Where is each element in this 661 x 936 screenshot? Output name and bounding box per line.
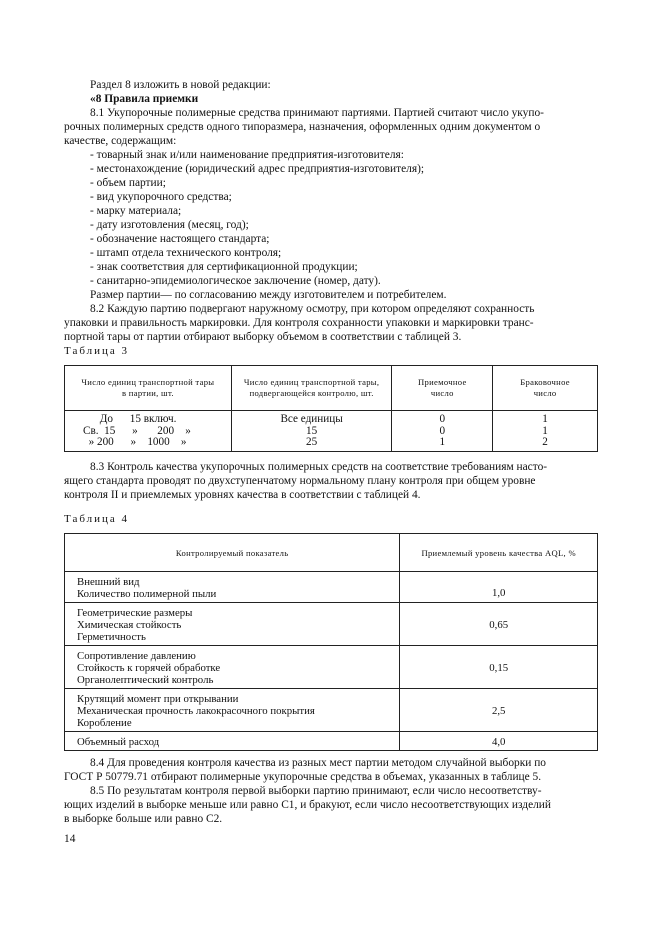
p85-line-2: ющих изделий в выборке меньше или равно С1, и бракуют, если число несоответствующих изделий (64, 799, 551, 811)
table3-header-cell: Приемочное число (392, 366, 493, 411)
section-heading: «8 Правила приемки (90, 93, 199, 105)
table3-header-cell: Браковочное число (493, 366, 598, 411)
p82-line-2: упаковки и правильность маркировки. Для контроля сохранности упаковки и маркировки транс- (64, 317, 534, 329)
intro-line: Раздел 8 изложить в новой редакции: (90, 79, 271, 91)
table-row (65, 646, 598, 689)
table4-aql-cell: 2,5 (400, 689, 598, 732)
table3-header-cell: Число единиц транспортной тары в партии, шт. (65, 366, 232, 411)
p84-line-1: 8.4 Для проведения контроля качества из разных мест партии методом случайной выборки по (90, 757, 546, 769)
table4-aql-cell: 4,0 (400, 732, 598, 751)
table4-header-cell: Контролируемый показатель (65, 534, 400, 572)
list-item: - дату изготовления (месяц, год); (90, 219, 249, 231)
list-item: - объем партии; (90, 177, 166, 189)
table4-indicator-cell: Объемный расход (65, 732, 400, 751)
p82-line-1: 8.2 Каждую партию подвергают наружному осмотру, при котором определяют сохранность (90, 303, 535, 315)
table-row (65, 572, 598, 603)
table3 (64, 365, 598, 452)
p85-line-1: 8.5 По результатам контроля первой выборки партию принимают, если число несоответству- (90, 785, 542, 797)
list-item: - знак соответствия для сертификационной продукции; (90, 261, 358, 273)
p83-line-3: контроля II и приемлемых уровнях качества в соответствии с таблицей 4. (64, 489, 421, 501)
table4-header-cell: Приемлемый уровень качества AQL, % (400, 534, 598, 572)
p84-line-2: ГОСТ Р 50779.71 отбирают полимерные укупорочные средства в объемах, указанных в таблице 5. (64, 771, 542, 783)
table4-aql-cell: 0,65 (400, 603, 598, 646)
table4 (64, 533, 598, 751)
table3-sample-size-cell: Все единицы 15 25 (231, 411, 392, 452)
list-item: - местонахождение (юридический адрес предприятия-изготовителя); (90, 163, 425, 175)
p82-line-3: портной тары от партии отбирают выборку объемом в соответствии с таблицей 3. (64, 331, 462, 343)
table4-caption: Таблица 4 (64, 513, 130, 525)
table4-aql-cell: 0,15 (400, 646, 598, 689)
table-row (65, 411, 598, 452)
list-item: - марку материала; (90, 205, 182, 217)
table3-accept-cell: 0 0 1 (392, 411, 493, 452)
table4-aql-cell: 1,0 (400, 572, 598, 603)
p83-line-2: ящего стандарта проводят по двухступенчатому нормальному плану контроля при общем уровне (64, 475, 536, 487)
list-item: - штамп отдела технического контроля; (90, 247, 282, 259)
table-row (65, 603, 598, 646)
p81-line-1: 8.1 Укупорочные полимерные средства принимают партиями. Партией считают число укупо- (90, 107, 544, 119)
page-number: 14 (64, 833, 76, 845)
batch-size-text: Размер партии— по согласованию между изготовителем и потребителем. (90, 289, 447, 301)
p81-line-3: качестве, содержащим: (64, 135, 177, 147)
list-item: - санитарно-эпидемиологическое заключение (номер, дату). (90, 275, 381, 287)
table4-indicator-cell: Внешний вид Количество полимерной пыли (65, 572, 400, 603)
p81-line-2: рочных полимерных средств одного типоразмера, назначения, оформленных одним документом о (64, 121, 541, 133)
table3-header-row (65, 366, 598, 411)
table3-caption: Таблица 3 (64, 345, 130, 357)
list-item: - товарный знак и/или наименование предприятия-изготовителя: (90, 149, 404, 161)
p83-line-1: 8.3 Контроль качества укупорочных полимерных средств на соответствие требованиям насто- (90, 461, 548, 473)
table3-header-cell: Число единиц транспортной тары, подвергающейся контролю, шт. (231, 366, 392, 411)
table3-reject-cell: 1 1 2 (493, 411, 598, 452)
table-row (65, 732, 598, 751)
p85-line-3: в выборке больше или равно С2. (64, 813, 223, 825)
table4-indicator-cell: Крутящий момент при открывании Механическая прочность лакокрасочного покрытия Коробление (65, 689, 400, 732)
table-row (65, 689, 598, 732)
table4-header-row (65, 534, 598, 572)
table3-lot-size-cell: До 15 включ. Св. 15 » 200 » » 200 » 1000 » (65, 411, 232, 452)
table4-indicator-cell: Геометрические размеры Химическая стойкость Герметичность (65, 603, 400, 646)
list-item: - обозначение настоящего стандарта; (90, 233, 270, 245)
table4-indicator-cell: Сопротивление давлению Стойкость к горячей обработке Органолептический контроль (65, 646, 400, 689)
list-item: - вид укупорочного средства; (90, 191, 232, 203)
